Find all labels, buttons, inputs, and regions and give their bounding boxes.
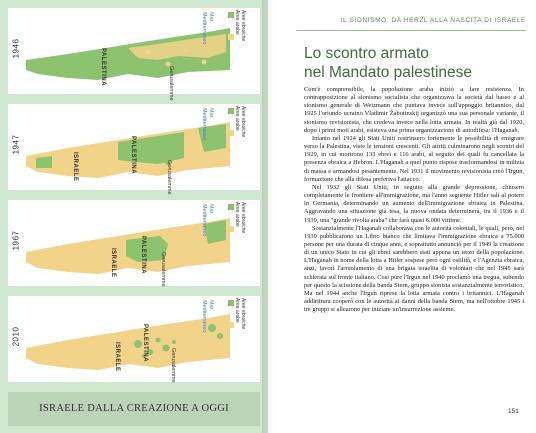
year-label: 1947 [11,134,21,155]
title-line: Lo scontro armato [304,45,429,62]
map-panel-1946 [8,8,260,101]
map-panel-1947 [8,104,260,195]
region-label: ISRAELE [72,152,78,182]
paragraph: Com'è comprensibile, la popolazione araba iniziò a fare resistenza. In contrapposizione al sionismo socialista che organizzava la società dal basso e al sionismo generale di Weizmann che puntava invece sull'appoggio britannico, dal 1925 l'oriundo ucraino Vladimir Žabotinskij organizzò una sua personale variante, il sionismo revisionista, che credeva invece nella lotta armata. In realtà già dal 1920, dopo i primi moti arabi, esisteva una prima organizzazione di autodifesa: l'Haganah. [304,86,524,134]
map-legend: Aree arabe Aree ebraiche [228,300,248,344]
sea-label: Mar Mediterraneo [201,12,214,45]
paragraph: Intanto nel 1924 gli Stati Uniti restrinsero fortemente le possibilità di emigrare verso la Palestina, viste le tensioni crescenti. Gli attriti culminarono negli scontri del 1929, in cui morirono 133 ebrei e 116 arabi, al seguito dei quali fu cancellata la presenza ebraica a Hebron. L'Haganah a quel punto rispose trasformandosi in milizia di massa e armandosi pesantemente. Nel 1931 il movimento revisionista creò l'Irgun, formazione che alla difesa preferiva l'attacco. [304,134,524,183]
figure-caption [8,392,260,426]
region-label: PALESTINA [140,236,146,275]
city-label: Gerusalemme [160,252,166,287]
page-number: 151 [508,408,519,415]
region-label: PALESTINA [130,136,136,175]
city-label: Gerusalemme [168,66,174,101]
region-label: PALESTINA [142,324,148,363]
map-2010 [8,296,260,382]
map-1946 [8,8,260,94]
map-patch-arab [36,156,52,168]
body-text [304,86,524,314]
year-label: 2010 [11,326,21,347]
region-label: PALESTINA [100,48,106,87]
sea-label: Mar Mediterraneo [201,108,214,141]
year-label: 1967 [11,230,21,251]
paragraph: Sostanzialmente l'Haganah collaborava con le autorità coloniali, le quali, però, nel 1939 pubblicarono un Libro bianco che limitava l'immigrazione ebraica a 75.000 persone per una durata di cinque anni, e soprattutto annunciò per il 1949 la creazione di un unico Stato in cui gli ebrei sarebbero stati appena un terzo della popolazione. L'Haganah in nome della lotta a Hitler sospese però ogni ostilità, e l'Agenzia ebraica, anzi, favorì l'arruolamento di una brigata israelita di volontari che nel 1945 sarà schierata sul fronte italiano. Così pure l'Irgun nel 1940 proclamò una tregua, subendo per questo la scissione della banda Stern, gruppo sionista sostanzialmente terroristico. Ma nel 1944 anche l'Irgun riprese la lotta armata contro i britannici. L'Haganah addirittura cooperò con le autorità ai danni della banda Stern, ma nell'ottobre 1945 i tre gruppi si allearono per iniziare un'insurrezione assieme. [304,224,524,314]
section-title [304,44,524,82]
map-1967 [8,200,260,286]
city-label: Gerusalemme [166,160,172,195]
map-legend: Aree arabe Aree ebraiche [228,108,248,152]
caption-text: ISRAELE DALLA CREAZIONE A OGGI [39,403,229,414]
city-label: Gerusalemme [170,348,176,383]
running-head: IL SIONISMO: DA HERZL ALLA NASCITA DI ISRAELE [340,17,526,24]
paragraph: Nel 1932 gli Stati Uniti, in seguito alla grande depressione, chiusero completamente le frontiere all'immigrazione, ma l'anno seguente Hitler salì al potere in Germania, determinando un aumento dell'immigrazione ebraica in Palestina. Aggravando una situazione già tesa, la nuova ondata determinerà, tra il 1936 e il 1939, una "grande rivolta araba" che farà quasi 6.000 vittime. [304,183,524,224]
title-line: nel Mandato palestinese [304,64,473,81]
map-panel-1967 [8,200,260,286]
region-label: ISRAELE [114,342,120,372]
region-label: ISRAELE [110,248,116,278]
header-rule [296,30,526,31]
map-legend: Aree arabe Aree ebraiche [228,204,248,248]
sea-label: Mar Mediterraneo [201,300,214,333]
map-legend: Aree arabe Aree ebraiche [228,12,248,56]
book-gutter [262,0,274,433]
sea-label: Mar Mediterraneo [201,204,214,237]
map-panel-2010 [8,296,260,382]
year-label: 1946 [11,38,21,59]
